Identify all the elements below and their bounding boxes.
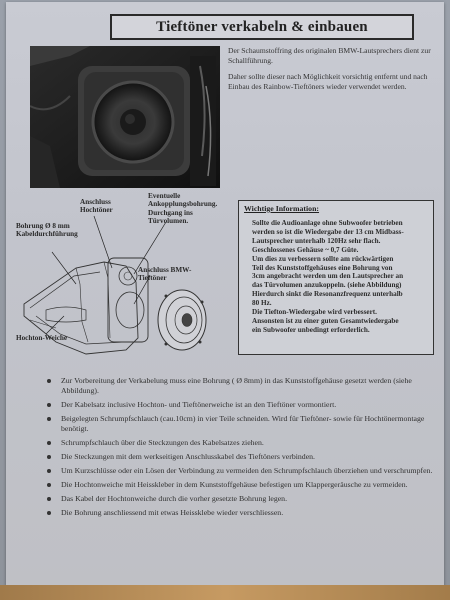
intro-text: [228, 46, 440, 98]
label-ankopplungsbohrung: Eventuelle Ankopplungsbohrung. Durchgang ins Türvolumen.: [148, 192, 218, 226]
list-item-text: Die Hochtonweiche mit Heisskleber in dem Kunststoffgehäuse befestigen um Klappergeräusche zu vermeiden.: [61, 480, 408, 490]
bullet-icon: [47, 511, 51, 515]
list-item-text: Das Kabel der Hochtonweiche durch die vorher gesetzte Bohrung legen.: [61, 494, 288, 504]
info-line: 80 Hz.: [252, 299, 272, 308]
bullet-icon: [47, 497, 51, 501]
list-item-text: Beigelegten Schrumpfschlauch (cau.10cm) in vier Teile schneiden. Wird für Tieftöner- sowie für Hochtönermontage benötigt.: [61, 413, 425, 433]
speaker-photo-image: [30, 46, 220, 188]
list-item: [40, 414, 440, 434]
list-item: [40, 494, 440, 504]
info-line: ein Subwoofer unbedingt erforderlich.: [252, 325, 370, 334]
page-title: Tieftöner verkabeln & einbauen: [156, 18, 368, 35]
list-item: [40, 438, 440, 448]
important-info-box: [238, 200, 434, 355]
list-item: [40, 452, 440, 462]
label-hochton-weiche: Hochton-Weiche: [16, 334, 68, 342]
info-line: werden so ist die Wiedergabe der 13 cm Midbass-: [252, 227, 404, 236]
info-line: 3cm angebracht werden um den Lautsprecher an: [252, 272, 404, 281]
instruction-list: [40, 376, 440, 522]
list-item-text: Der Kabelsatz inclusive Hochton- und Tieftönerweiche ist an den Tieftöner vormontiert.: [61, 399, 337, 409]
list-item: [40, 376, 440, 396]
info-line: Lautsprecher unterhalb 120Hz sehr flach.: [252, 236, 381, 245]
list-item-text: Zur Vorbereitung der Verkabelung muss eine Bohrung ( Ø 8mm) in das Kunststoffgehäuse gesetzt werden (siehe Abbildung).: [61, 376, 412, 395]
label-bohrung: Bohrung Ø 8 mm Kabeldurchführung: [16, 222, 78, 239]
info-body: [252, 219, 428, 335]
intro-paragraph-1: Der Schaumstoffring des originalen BMW-Lautsprechers dient zur Schallführung.: [228, 46, 431, 65]
info-heading: Wichtige Information:: [244, 204, 320, 213]
info-line: Um dies zu verbessern sollte am rückwärtigen: [252, 254, 394, 263]
info-line: das Türvolumen anzukoppeln. (siehe Abbildung): [252, 281, 402, 290]
list-item-text: Schrumpfschlauch über die Steckzungen des Kabelsatzes ziehen.: [61, 437, 264, 447]
list-item: [40, 466, 440, 476]
document-page: [6, 2, 444, 588]
bullet-icon: [47, 379, 51, 383]
info-line: Geschlossenes Gehäuse ~ 0,7 Güte.: [252, 245, 359, 254]
bullet-icon: [47, 417, 51, 421]
list-item: [40, 508, 440, 518]
wooden-surface: [0, 585, 450, 600]
list-item: [40, 480, 440, 490]
info-line: Die Tiefton-Wiedergabe wird verbessert.: [252, 308, 377, 317]
list-item-text: Um Kurzschlüsse oder ein Lösen der Verbindung zu vermeiden den Schrumpfschlauch überziehen und verschrumpfen.: [61, 466, 433, 476]
title-box: [110, 14, 414, 40]
info-line: Sollte die Audioanlage ohne Subwoofer betrieben: [252, 219, 403, 227]
intro-paragraph-2: Daher sollte dieser nach Möglichkeit vorsichtig entfernt und nach Einbau des Rainbow-Tieftöners wieder verwendet werden.: [228, 72, 428, 91]
list-item-text: Die Steckzungen mit dem werkseitigen Anschlusskabel des Tieftöners verbinden.: [61, 451, 315, 461]
list-item-text: Die Bohrung anschliessend mit etwas Heissklebe wieder verschliessen.: [61, 508, 284, 518]
bullet-icon: [47, 403, 51, 407]
speaker-photo: [30, 46, 220, 188]
bullet-icon: [47, 469, 51, 473]
label-anschluss-hochtoener: Anschluss Hochtöner: [80, 198, 113, 215]
bullet-icon: [47, 441, 51, 445]
label-anschluss-bmw: Anschluss BMW- Tieftöner: [138, 266, 192, 283]
wiring-diagram: [16, 192, 238, 372]
info-line: Teil des Kunststoffgehäuses eine Bohrung von: [252, 263, 393, 272]
bullet-icon: [47, 483, 51, 487]
info-line: Ansonsten ist zu einer guten Gesamtwiedergabe: [252, 316, 399, 325]
list-item: [40, 400, 440, 410]
bullet-icon: [47, 455, 51, 459]
info-line: Hierdurch sinkt die Resonanzfrequenz unterhalb: [252, 290, 403, 299]
